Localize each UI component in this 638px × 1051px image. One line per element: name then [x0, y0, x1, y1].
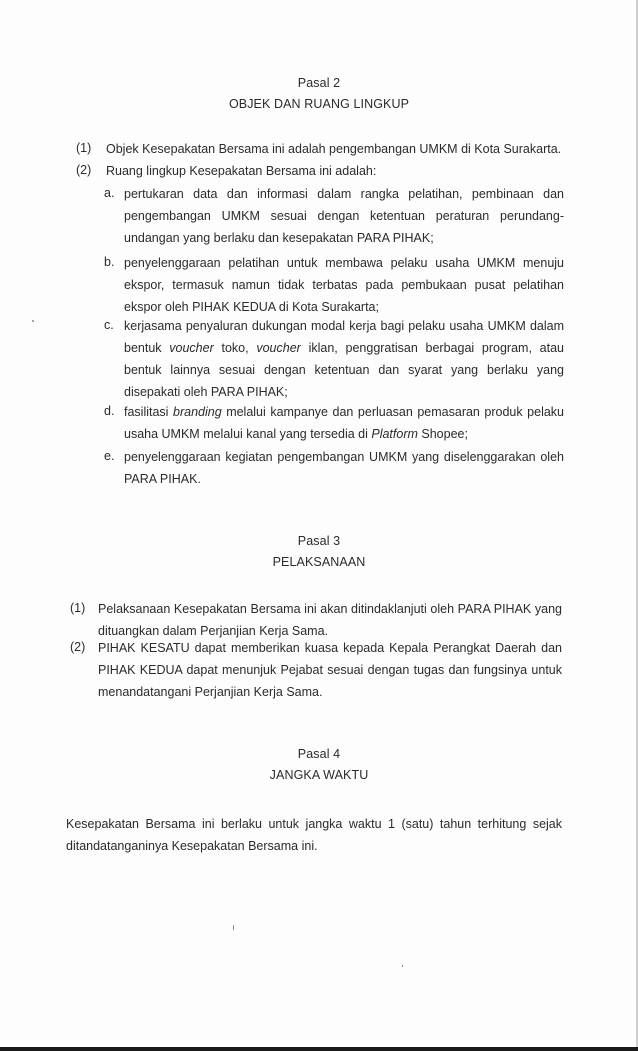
pasal-2-subitem-a-text: pertukaran data dan informasi dalam rangka pelatihan, pembinaan dan pengembangan UMKM sesuai dengan ketentuan peraturan perundang-undangan yang berlaku dan kesepakatan PARA PIHAK;: [124, 187, 564, 245]
pasal-3-item-2-text: PIHAK KESATU dapat memberikan kuasa kepada Kepala Perangkat Daerah dan PIHAK KEDUA dapat menunjuk Pejabat sesuai dengan tugas dan fungsinya untuk menandatangani Perjanjian Kerja Sama.: [98, 641, 562, 699]
pasal-2-item-2-number: (2): [76, 163, 92, 177]
scan-speck: [402, 965, 403, 967]
pasal-2-item-1-text: Objek Kesepakatan Bersama ini adalah pengembangan UMKM di Kota Surakarta.: [106, 142, 562, 156]
pasal-2-item-2-text: Ruang lingkup Kesepakatan Bersama ini adalah:: [106, 164, 377, 178]
pasal-2-title: Pasal 2: [297, 76, 341, 90]
pasal-2-subitem-c-letter: c.: [104, 318, 114, 332]
pasal-2-subitem-e-text: penyelenggaraan kegiatan pengembangan UMKM yang diselenggarakan oleh PARA PIHAK.: [124, 450, 564, 486]
pasal-3-item-1-text: Pelaksanaan Kesepakatan Bersama ini akan ditindaklanjuti oleh PARA PIHAK yang dituangkan dalam Perjanjian Kerja Sama.: [98, 602, 562, 638]
pasal-2-subitem-d-letter: d.: [104, 404, 115, 418]
scan-speck: [233, 925, 234, 930]
subitem-c-italic-2: voucher: [256, 341, 301, 355]
subitem-d-part-2: melalui kampanye dan perluasan pemasaran produk pelaku usaha UMKM melalui kanal yang tersedia di: [124, 405, 564, 441]
pasal-2-subitem-c-text: [124, 315, 564, 403]
pasal-4-text: Kesepakatan Bersama ini berlaku untuk jangka waktu 1 (satu) tahun terhitung sejak ditandatanganinya Kesepakatan Bersama ini.: [66, 817, 562, 853]
scan-edge: [0, 1047, 638, 1051]
pasal-2-subitem-b-letter: b.: [104, 255, 115, 269]
scan-speck: [32, 320, 34, 322]
pasal-2-subitem-e-letter: e.: [104, 449, 115, 463]
subitem-d-part-1: fasilitasi: [124, 405, 173, 419]
subitem-c-part-3: iklan, penggratisan berbagai program, atau bentuk lainnya sesuai dengan ketentuan dan syarat yang berlaku yang disepakati oleh PARA PIHAK;: [124, 341, 565, 399]
subitem-d-italic-2: Platform: [371, 427, 418, 441]
subitem-c-part-1: kerjasama penyaluran dukungan modal kerja bagi pelaku usaha UMKM dalam bentuk: [124, 319, 564, 355]
pasal-2-subitem-b-text: penyelenggaraan pelatihan untuk membawa pelaku usaha UMKM menuju ekspor, termasuk namun tidak terbatas pada pembukaan pusat pelatihan ekspor oleh PIHAK KEDUA di Kota Surakarta;: [124, 256, 564, 314]
pasal-2-item-1-number: (1): [76, 141, 92, 155]
pasal-4-title: Pasal 4: [297, 747, 341, 761]
subitem-d-part-3: Shopee;: [417, 427, 468, 441]
pasal-2-subitem-d-text: [124, 401, 564, 445]
subitem-d-italic-1: branding: [173, 405, 222, 419]
pasal-2-subtitle: OBJEK DAN RUANG LINGKUP: [228, 97, 410, 111]
pasal-3-title: Pasal 3: [297, 534, 341, 548]
pasal-3-item-2-number: (2): [70, 640, 86, 654]
subitem-c-italic-1: voucher: [169, 341, 214, 355]
subitem-c-part-2: toko,: [213, 341, 257, 355]
pasal-4-subtitle: JANGKA WAKTU: [269, 768, 369, 782]
pasal-2-subitem-a-letter: a.: [104, 186, 115, 200]
pasal-3-subtitle: PELAKSANAAN: [272, 555, 366, 569]
pasal-3-item-1-number: (1): [70, 601, 86, 615]
